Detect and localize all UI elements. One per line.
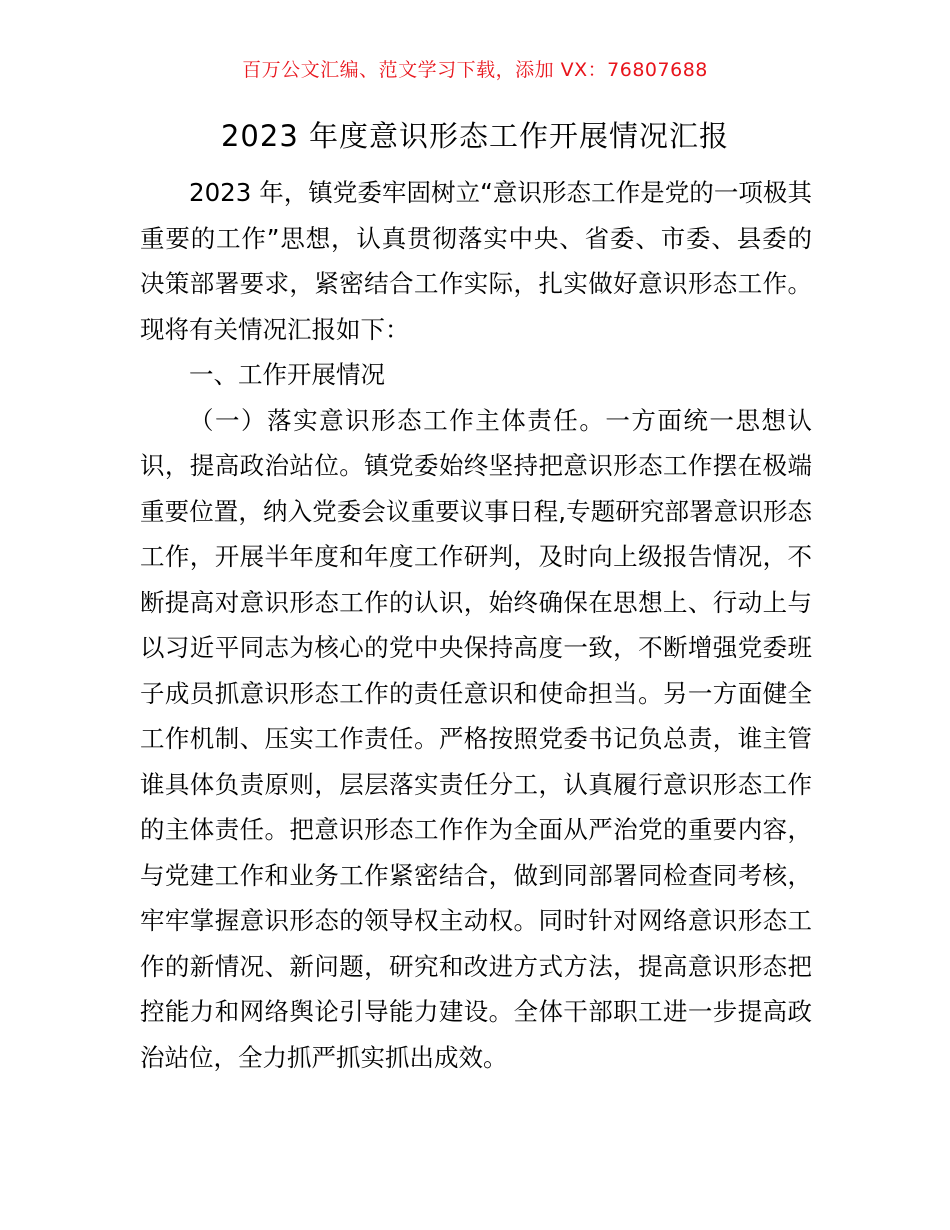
document-body <box>140 170 812 1080</box>
header-watermark: 百万公文汇编、范文学习下载，添加 VX：76807688 <box>242 59 708 81</box>
section-heading: 一、工作开展情况 <box>189 360 385 389</box>
intro-paragraph: 2023 年，镇党委牢固树立“意识形态工作是党的一项极其重要的工作”思想，认真贯彻落实中央、省委、市委、县委的决策部署要求，紧密结合工作实际，扎实做好意识形态工作。现将有关情况汇报如下： <box>140 178 812 344</box>
document-title: 2023 年度意识形态工作开展情况汇报 <box>220 119 730 153</box>
body-paragraph: （一）落实意识形态工作主体责任。一方面统一思想认识，提高政治站位。镇党委始终坚持把意识形态工作摆在极端重要位置，纳入党委会议重要议事日程,专题研究部署意识形态工作，开展半年度和年度工作研判，及时向上级报告情况，不断提高对意识形态工作的认识，始终确保在思想上、行动上与以习近平同志为核心的党中央保持高度一致，不断增强党委班子成员抓意识形态工作的责任意识和使命担当。另一方面健全工作机制、压实工作责任。严格按照党委书记负总责，谁主管谁具体负责原则，层层落实责任分工，认真履行意识形态工作的主体责任。把意识形态工作作为全面从严治党的重要内容，与党建工作和业务工作紧密结合，做到同部署同检查同考核，牢牢掌握意识形态的领导权主动权。同时针对网络意识形态工作的新情况、新问题，研究和改进方式方法，提高意识形态把控能力和网络舆论引导能力建设。全体干部职工进一步提高政治站位，全力抓严抓实抓出成效。 <box>140 405 812 1072</box>
